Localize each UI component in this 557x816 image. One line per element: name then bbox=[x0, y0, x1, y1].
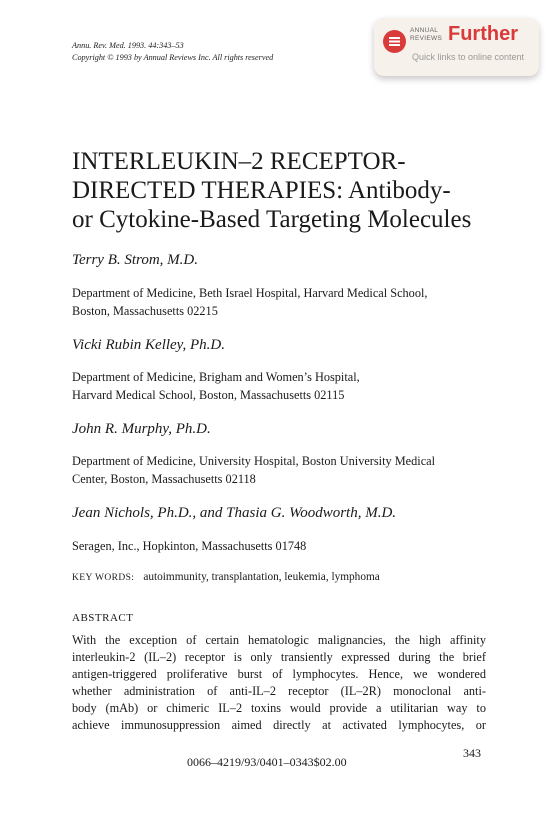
article-code: 0066–4219/93/0401–0343$02.00 bbox=[187, 755, 347, 769]
copyright-notice: Copyright © 1993 by Annual Reviews Inc. All rights reserved bbox=[72, 53, 274, 62]
abstract-line: body (mAb) or chimeric IL–2 toxins would provide a utilitarian way to bbox=[72, 701, 486, 715]
banner-subtitle: Quick links to online content bbox=[412, 52, 525, 62]
keywords-value: autoimmunity, transplantation, leukemia, lymphoma bbox=[143, 571, 380, 583]
author-name: Jean Nichols, Ph.D., and Thasia G. Woodworth, M.D. bbox=[72, 505, 397, 521]
journal-citation: Annu. Rev. Med. 1993. 44:343–53 bbox=[72, 41, 184, 50]
author-affiliation: Department of Medicine, Beth Israel Hospital, Harvard Medical School, Boston, Massachusetts 02215 bbox=[72, 286, 428, 318]
annual-reviews-logo-icon bbox=[383, 30, 406, 53]
article-title bbox=[72, 147, 522, 234]
page-number: 343 bbox=[463, 746, 481, 760]
abstract-line: whether administration of anti-IL–2 receptor (IL–2R) monoclonal anti- bbox=[72, 684, 486, 698]
author-name: Terry B. Strom, M.D. bbox=[72, 252, 198, 268]
abstract-line: achieve immunosuppression aimed directly at activated lymphocytes, or bbox=[72, 718, 486, 732]
abstract-heading: ABSTRACT bbox=[72, 612, 134, 624]
abstract-line: With the exception of certain hematologic malignancies, the high affinity bbox=[72, 633, 486, 647]
title-line: or Cytokine-Based Targeting Molecules bbox=[72, 206, 472, 233]
banner-brand: ANNUAL REVIEWS bbox=[410, 27, 443, 42]
journal-citation-block bbox=[72, 40, 273, 64]
abstract-body bbox=[72, 632, 486, 734]
author-affiliation: Seragen, Inc., Hopkinton, Massachusetts 01748 bbox=[72, 539, 307, 553]
author-name: Vicki Rubin Kelley, Ph.D. bbox=[72, 337, 226, 353]
title-line: INTERLEUKIN–2 RECEPTOR- bbox=[72, 148, 406, 175]
further-banner[interactable] bbox=[374, 18, 539, 76]
author-affiliation: Department of Medicine, University Hospital, Boston University Medical Center, Boston, Massachusetts 02118 bbox=[72, 454, 436, 486]
banner-further-label: Further bbox=[448, 23, 518, 45]
author-affiliation: Department of Medicine, Brigham and Women’s Hospital, Harvard Medical School, Boston, Massachusetts 02115 bbox=[72, 370, 360, 402]
keywords bbox=[72, 571, 380, 583]
author-name: John R. Murphy, Ph.D. bbox=[72, 421, 211, 437]
keywords-label: KEY WORDS: bbox=[72, 573, 135, 583]
abstract-line: interleukin-2 (IL–2) receptor is only transiently expressed during the brief bbox=[72, 650, 486, 664]
title-line: DIRECTED THERAPIES: Antibody- bbox=[72, 177, 451, 204]
abstract-line: antigen-triggered proliferative burst of lymphocytes. Hence, we wondered bbox=[72, 667, 486, 681]
